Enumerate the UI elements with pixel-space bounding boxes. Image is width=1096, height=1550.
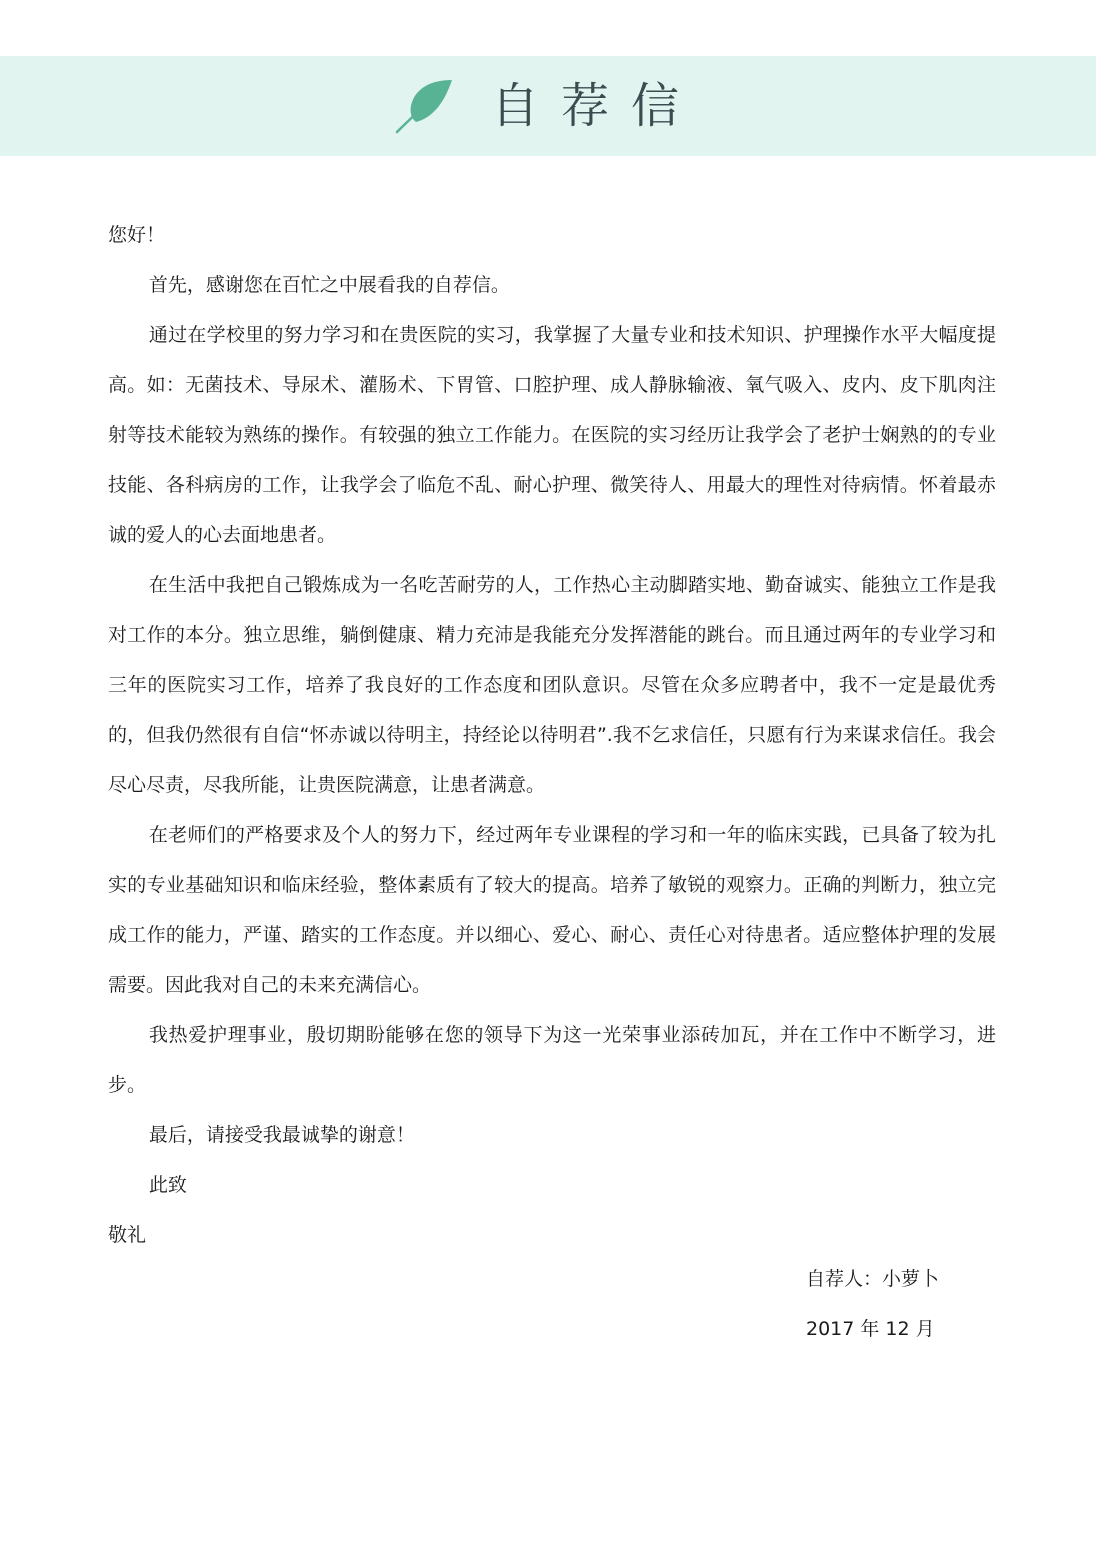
paragraph-skills: 通过在学校里的努力学习和在贵医院的实习，我掌握了大量专业和技术知识、护理操作水平大幅度提高。如：无菌技术、导尿术、灌肠术、下胃管、口腔护理、成人静脉输液、氧气吸入、皮内、皮下肌肉注射等技术能较为熟练的操作。有较强的独立工作能力。在医院的实习经历让我学会了老护士娴熟的的专业技能、各科病房的工作，让我学会了临危不乱、耐心护理、微笑待人、用最大的理性对待病情。怀着最赤诚的爱人的心去面地患者。 [108,324,996,546]
salutation: 您好！ [108,224,166,246]
page-title: 自荐信 [490,78,701,134]
letter-date: 2017 年 12 月 [806,1318,935,1340]
leaf-icon [395,78,455,134]
paragraph-character: 在生活中我把自己锻炼成为一名吃苦耐劳的人，工作热心主动脚踏实地、勤奋诚实、能独立工作是我对工作的本分。独立思维，躺倒健康、精力充沛是我能充分发挥潜能的跳台。而且通过两年的专业学习和三年的医院实习工作，培养了我良好的工作态度和团队意识。尽管在众多应聘者中，我不一定是最优秀的，但我仍然很有自信“怀赤诚以待明主，持经论以待明君”.我不乞求信任，只愿有行为来谋求信任。我会尽心尽责，尽我所能，让贵医院满意，让患者满意。 [108,574,996,796]
letter-body [108,210,996,1260]
closing-jingli: 敬礼 [108,1224,147,1246]
paragraph-thanks: 首先，感谢您在百忙之中展看我的自荐信。 [148,274,510,296]
paragraph-aspiration: 我热爱护理事业，殷切期盼能够在您的领导下为这一光荣事业添砖加瓦，并在工作中不断学习，进步。 [108,1024,996,1096]
header-band [0,56,1096,156]
header [395,78,701,134]
paragraph-education: 在老师们的严格要求及个人的努力下，经过两年专业课程的学习和一年的临床实践，已具备了较为扎实的专业基础知识和临床经验，整体素质有了较大的提高。培养了敏锐的观察力。正确的判断力，独立完成工作的能力，严谨、踏实的工作态度。并以细心、爱心、耐心、责任心对待患者。适应整体护理的发展需要。因此我对自己的未来充满信心。 [108,824,996,996]
closing-cizhi: 此致 [148,1174,187,1196]
paragraph-final-thanks: 最后，请接受我最诚挚的谢意！ [148,1124,415,1146]
signature-block [806,1254,939,1354]
signer: 自荐人：小萝卜 [806,1268,940,1290]
